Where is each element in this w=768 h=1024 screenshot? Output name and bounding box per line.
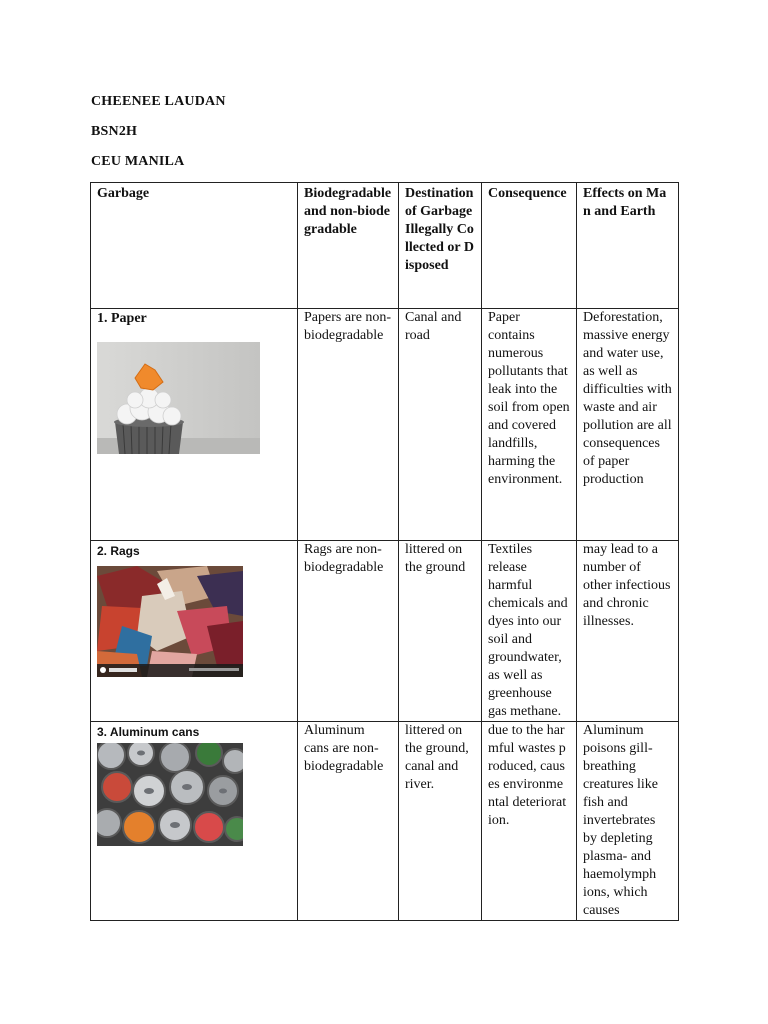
type-cell: Aluminum cans are non-biodegradable <box>298 722 399 921</box>
effects-cell: Aluminum poisons gill-breathing creatures like fish and invertebrates by depleting plasma- and haemolymph ions, which causes <box>577 722 679 921</box>
consequence-cell: Textiles release harmful chemicals and dyes into our soil and groundwater, as well as greenhouse gas methane. <box>482 541 577 722</box>
column-header: Garbage <box>91 183 298 309</box>
garbage-name: 2. Rags <box>97 544 140 558</box>
paper-trash-bin-image <box>97 342 260 454</box>
table-row <box>91 541 679 722</box>
destination-cell: littered on the ground <box>399 541 482 722</box>
consequence-cell: due to the harmful wastes produced, causes environmental deterioration. <box>482 722 577 921</box>
type-cell: Rags are non-biodegradable <box>298 541 399 722</box>
consequence-cell: Paper contains numerous pollutants that leak into the soil from open and covered landfills, harming the environment. <box>482 309 577 541</box>
column-header: Effects on Man and Earth <box>577 183 679 309</box>
destination-cell: Canal and road <box>399 309 482 541</box>
garbage-name: 1. Paper <box>97 311 147 326</box>
garbage-table <box>90 182 679 921</box>
section-code: BSN2H <box>91 124 138 139</box>
destination-cell: littered on the ground, canal and river. <box>399 722 482 921</box>
aluminum-cans-image <box>97 743 243 846</box>
garbage-name: 3. Aluminum cans <box>97 725 200 739</box>
effects-cell: may lead to a number of other infectious and chronic illnesses. <box>577 541 679 722</box>
effects-cell: Deforestation, massive energy and water use, as well as difficulties with waste and air pollution are all consequences of paper production <box>577 309 679 541</box>
garbage-cell <box>91 541 298 722</box>
table-row <box>91 722 679 921</box>
rags-pile-image <box>97 566 243 677</box>
garbage-cell <box>91 309 298 541</box>
school-name: CEU MANILA <box>91 154 185 169</box>
table-row <box>91 309 679 541</box>
column-header: Destination of Garbage Illegally Collected or Disposed <box>399 183 482 309</box>
column-header: Consequence <box>482 183 577 309</box>
garbage-cell <box>91 722 298 921</box>
type-cell: Papers are non-biodegradable <box>298 309 399 541</box>
student-name: CHEENEE LAUDAN <box>91 94 226 109</box>
table-header-row <box>91 183 679 309</box>
column-header: Biodegradable and non-biodegradable <box>298 183 399 309</box>
